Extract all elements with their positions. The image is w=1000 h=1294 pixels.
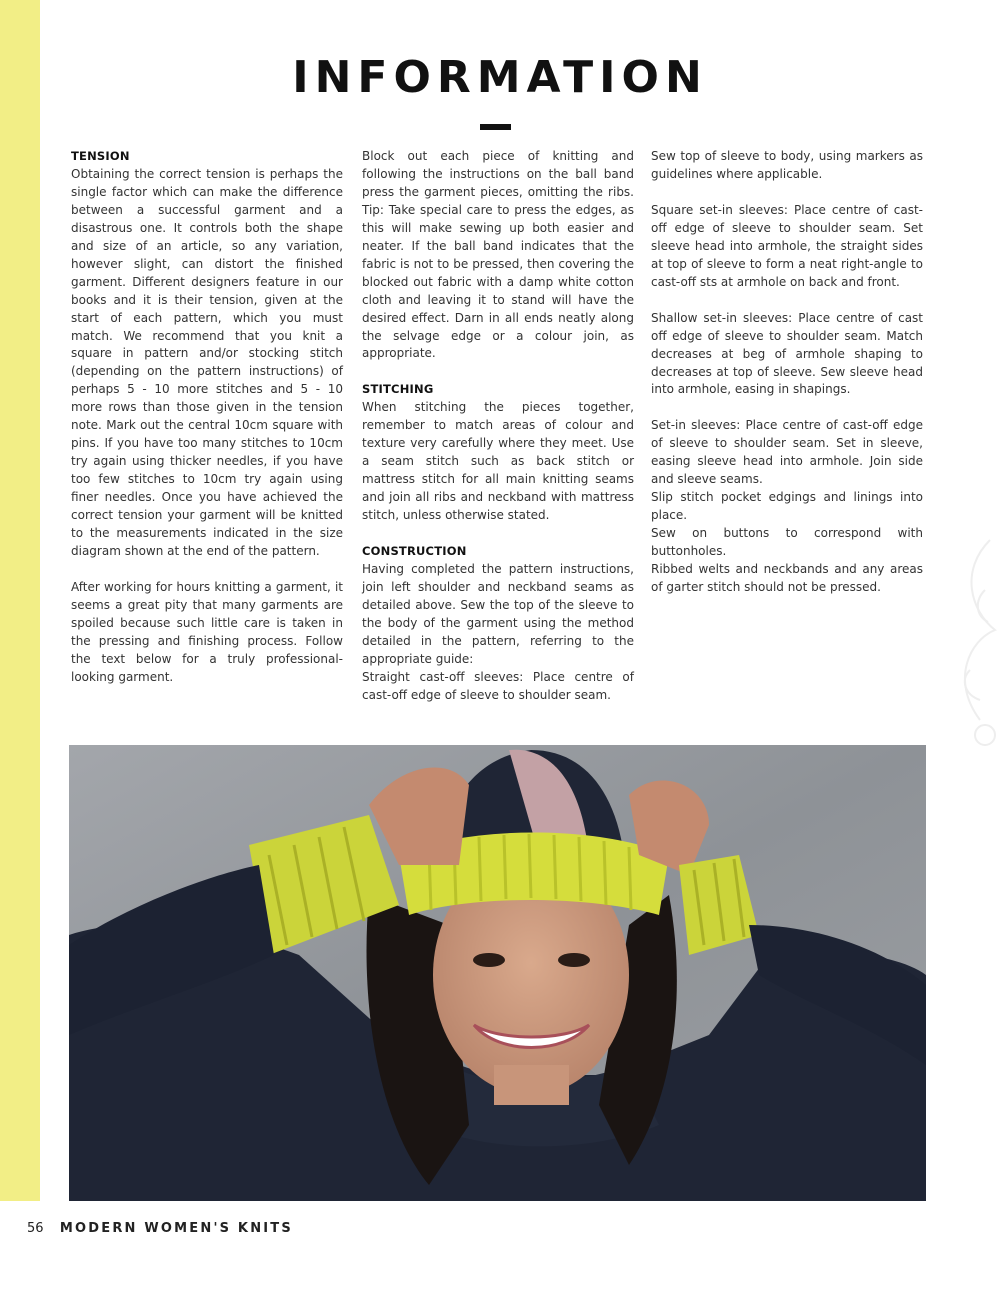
tension-paragraph: Obtaining the correct tension is perhaps the single factor which can make the difference between a successful garment and a disastrous one. It controls both the shape and size of an article, so any variation, however slight, can distort the finished garment. Different designers feature in our books and it is their tension, given at the start of each pattern, which you must match. We recommend that you knit a square in pattern and/or stocking stitch (depending on the pattern instructions) of perhaps 5 - 10 more stitches and 5 - 10 more rows than those given in the tension note. Mark out the central 10cm square with pins. If you have too many stitches to 10cm try again using thicker needles, if you have too few stitches to 10cm try again using finer needles. Once you have achieved the correct tension your garment will be knitted to the measurements indicated in the size diagram shown at the end of the pattern. xyxy=(71,166,343,558)
magazine-name: MODERN WOMEN'S KNITS xyxy=(59,1221,293,1236)
construction-paragraph: Having completed the pattern instructions, join left shoulder and neckband seams as detailed above. Sew the top of the sleeve to the body of the garment using the method detailed in the pattern, referring to the appropriate guide: xyxy=(362,562,634,666)
ribbed-paragraph: Ribbed welts and neckbands and any areas of garter stitch should not be pressed. xyxy=(651,562,923,595)
buttons-paragraph: Sew on buttons to correspond with buttonholes. xyxy=(651,526,923,559)
construction-heading: CONSTRUCTION xyxy=(362,544,467,559)
page-number: 56 xyxy=(27,1221,44,1236)
tension-heading: TENSION xyxy=(71,149,130,163)
hero-photo xyxy=(69,745,926,1201)
title-rule xyxy=(480,124,511,130)
straight-sleeves-paragraph: Straight cast-off sleeves: Place centre of cast-off edge of sleeve to shoulder seam. xyxy=(362,669,634,702)
square-sleeves-paragraph: Square set-in sleeves: Place centre of cast-off edge of sleeve to shoulder seam. Set sleeve head into armhole, the straight sides at top of sleeve to form a neat right-angle to cast-off sts at armhole on back and front. xyxy=(651,202,923,289)
page-footer xyxy=(27,1221,293,1236)
blocking-paragraph: Block out each piece of knitting and following the instructions on the ball band press the garment pieces, omitting the ribs. Tip: Take special care to press the edges, as this will make sewing up both easier and neater. If the ball band indicates that the fabric is not to be pressed, then covering the blocked out fabric with a damp white cotton cloth and leaving it to stand will have the desired effect. Darn in all ends neatly along the selvage edge or a colour join, as appropriate. xyxy=(362,149,634,361)
text-column-3 xyxy=(651,148,923,597)
floral-watermark-icon xyxy=(930,530,1000,770)
setin-sleeves-paragraph: Set-in sleeves: Place centre of cast-off edge of sleeve to shoulder seam. Set in sleeve, easing sleeve head into armhole. Join side and sleeve seams. xyxy=(651,418,923,487)
pressing-paragraph: After working for hours knitting a garment, it seems a great pity that many garments are spoiled because such little care is taken in the pressing and finishing process. Follow the text below for a truly professional-looking garment. xyxy=(71,579,343,684)
text-column-1 xyxy=(71,148,343,687)
stitching-paragraph: When stitching the pieces together, remember to match areas of colour and texture very carefully where they meet. Use a seam stitch such as back stitch or mattress stitch for all main knitting seams and join all ribs and neckband with mattress stitch, unless otherwise stated. xyxy=(362,400,634,523)
slip-stitch-paragraph: Slip stitch pocket edgings and linings into place. xyxy=(651,490,923,523)
text-column-2 xyxy=(362,148,634,705)
page-title: INFORMATION xyxy=(292,52,708,103)
sew-top-paragraph: Sew top of sleeve to body, using markers as guidelines where applicable. xyxy=(651,149,923,181)
model-photo-illustration xyxy=(69,745,926,1201)
stitching-heading: STITCHING xyxy=(362,382,434,397)
accent-side-bar xyxy=(0,0,40,1201)
shallow-sleeves-paragraph: Shallow set-in sleeves: Place centre of cast off edge of sleeve to shoulder seam. Match decreases at beg of armhole shaping to decreases at top of sleeve. Sew sleeve head into armhole, easing in shapings. xyxy=(651,310,923,397)
